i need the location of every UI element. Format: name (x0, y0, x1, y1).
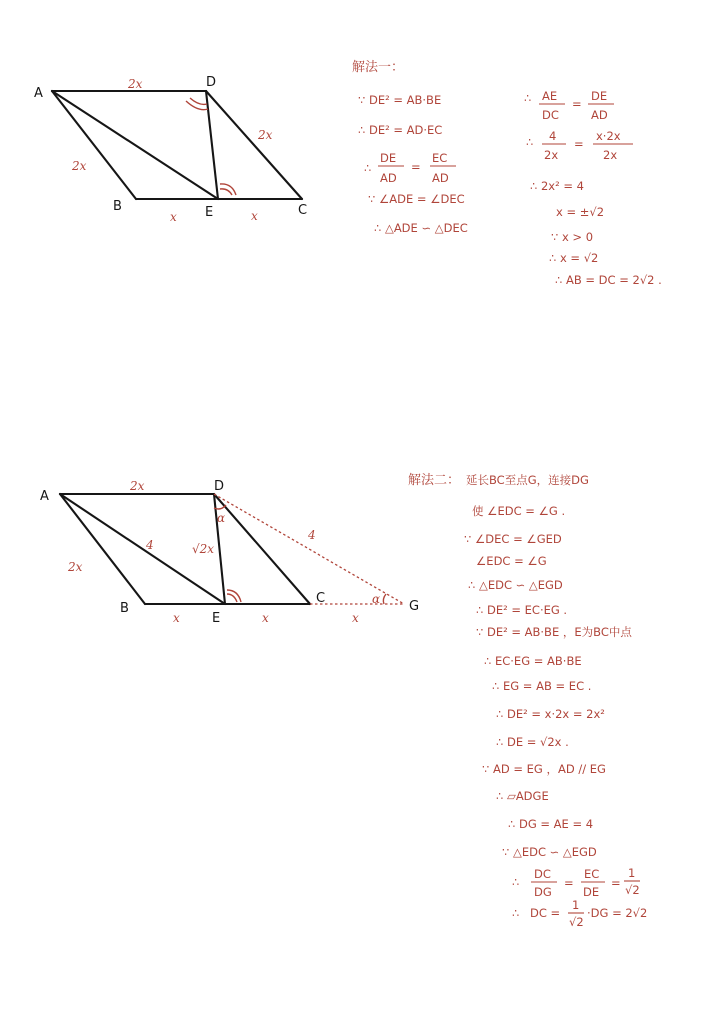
solution-2-line-8: ∴ EG = AB = EC . (492, 679, 592, 693)
frac-equals: = (572, 97, 582, 111)
solution-1-title: 解法一： (352, 60, 405, 75)
solution-2-line-9: ∴ DE² = x·2x = 2x² (496, 707, 605, 721)
frac-numerator-2: DE (591, 89, 608, 103)
solution-2-line-10: ∴ DE = √2x . (496, 735, 569, 749)
solution-2-title-rest: 延长BC至点G，连接DG (466, 473, 589, 487)
frac-prefix: ∴ (512, 875, 520, 889)
frac-denominator-1: DC (542, 108, 559, 122)
edge-label-ec: x (251, 209, 258, 223)
solution-2-line-6: ∵ DE² = AB·BE ，E为BC中点 (476, 625, 632, 639)
solution-1-right-line-3: ∵ x > 0 (551, 230, 594, 244)
last-line-left: DC = (530, 906, 561, 920)
angle-mark-g (383, 594, 386, 604)
vertex-label-a: A (34, 86, 43, 101)
vertex-label-e: E (212, 611, 221, 626)
last-line-numerator: 1 (572, 898, 580, 912)
edge-label-de: √2x (192, 542, 215, 556)
solution-1-line-3: ∵ ∠ADE = ∠DEC (368, 192, 465, 206)
solution-1-right-line-4: ∴ x = √2 (549, 251, 599, 265)
solution-1-right-line-2: x = ±√2 (556, 205, 605, 219)
edge-label-cg: x (352, 611, 359, 625)
edge-label-dc: 2x (258, 128, 273, 142)
angle-label-g: α (372, 592, 381, 606)
solution-1-fraction-line (364, 151, 456, 185)
solution-2-fraction-line (512, 866, 640, 899)
frac-numerator-2: x·2x (596, 129, 621, 143)
frac-prefix: ∴ (526, 135, 534, 149)
last-line-denominator: √2 (569, 915, 584, 929)
edge-label-be: x (170, 210, 177, 224)
vertex-label-b: B (113, 199, 122, 214)
solution-2 (408, 472, 647, 929)
vertex-label-b: B (120, 601, 129, 616)
frac-equals: = (574, 137, 584, 151)
vertex-label-d: D (206, 75, 217, 90)
angle-label-d: α (217, 511, 226, 525)
frac-denominator-1: 2x (544, 148, 559, 162)
segment-ab (52, 91, 136, 199)
frac-numerator-2: EC (584, 867, 600, 881)
solution-1-line-4: ∴ △ADE ∽ △DEC (374, 221, 468, 235)
solution-2-line-3: ∠EDC = ∠G (476, 554, 547, 568)
solution-2-line-11: ∵ AD = EG ，AD // EG (482, 762, 606, 776)
segment-ae (52, 91, 218, 199)
edge-label-ab: 2x (72, 159, 87, 173)
frac-denominator-2: AD (432, 171, 449, 185)
angle-mark-dec-inner (227, 594, 237, 602)
frac-denominator-3: √2 (625, 883, 640, 897)
segment-dg-dashed (214, 494, 404, 604)
frac-denominator-2: AD (591, 108, 608, 122)
frac-denominator-2: DE (583, 885, 600, 899)
edge-label-ad: 2x (128, 77, 143, 91)
frac-equals-2: = (611, 876, 621, 890)
solution-2-line-14: ∵ △EDC ∽ △EGD (502, 845, 597, 859)
solution-2-last-line (512, 898, 647, 929)
frac-prefix: ∴ (364, 161, 372, 175)
angle-mark-dec-inner (220, 189, 232, 195)
solution-2-line-7: ∴ EC·EG = AB·BE (484, 654, 582, 668)
vertex-label-c: C (298, 203, 308, 218)
solution-1-right-fraction-1 (524, 89, 614, 122)
segment-de (206, 91, 218, 199)
frac-numerator-2: EC (432, 151, 448, 165)
figure-2-parallelogram (40, 479, 419, 626)
solution-2-line-5: ∴ DE² = EC·EG . (476, 603, 568, 617)
solution-1-line-2: ∴ DE² = AD·EC (358, 123, 443, 137)
vertex-label-d: D (214, 479, 225, 494)
figure-1-parallelogram (34, 75, 307, 224)
segment-dc (214, 494, 310, 604)
angle-mark-ade-inner (190, 98, 207, 104)
edge-label-be: x (173, 611, 180, 625)
solution-2-line-2: ∵ ∠DEC = ∠GED (464, 532, 562, 546)
frac-numerator-3: 1 (628, 866, 636, 880)
frac-equals: = (411, 160, 421, 174)
frac-prefix: ∴ (512, 906, 520, 920)
frac-denominator-1: AD (380, 171, 397, 185)
frac-numerator-1: 4 (549, 129, 557, 143)
solution-2-line-4: ∴ △EDC ∽ △EGD (468, 578, 563, 592)
solution-1-right-line-1: ∴ 2x² = 4 (530, 179, 584, 193)
vertex-label-e: E (205, 205, 214, 220)
frac-denominator-1: DG (534, 885, 552, 899)
solution-1-line-1: ∵ DE² = AB·BE (358, 93, 442, 107)
edge-label-ad: 2x (130, 479, 145, 493)
edge-label-ab: 2x (68, 560, 83, 574)
solution-1-right-line-5: ∴ AB = DC = 2√2 . (555, 273, 662, 287)
frac-numerator-1: DC (534, 867, 551, 881)
frac-equals-1: = (564, 876, 574, 890)
frac-numerator-1: AE (542, 89, 558, 103)
solution-2-line-12: ∴ ▱ADGE (496, 789, 549, 803)
edge-label-dg: 4 (308, 528, 316, 542)
solution-2-line-13: ∴ DG = AE = 4 (508, 817, 594, 831)
frac-numerator-1: DE (380, 151, 397, 165)
solution-1-right-fraction-2 (526, 129, 633, 162)
segment-dc (206, 91, 302, 199)
frac-denominator-2: 2x (603, 148, 618, 162)
solution-1 (352, 59, 662, 287)
frac-prefix: ∴ (524, 91, 532, 105)
solution-2-line-1: 使 ∠EDC = ∠G . (472, 504, 566, 518)
solution-2-title: 解法二： (408, 473, 461, 488)
vertex-label-g: G (409, 599, 420, 614)
edge-label-ec: x (262, 611, 269, 625)
vertex-label-c: C (316, 591, 326, 606)
vertex-label-a: A (40, 489, 49, 504)
edge-label-ae: 4 (146, 538, 154, 552)
last-line-right: ·DG = 2√2 (587, 906, 648, 920)
segment-ab (60, 494, 145, 604)
